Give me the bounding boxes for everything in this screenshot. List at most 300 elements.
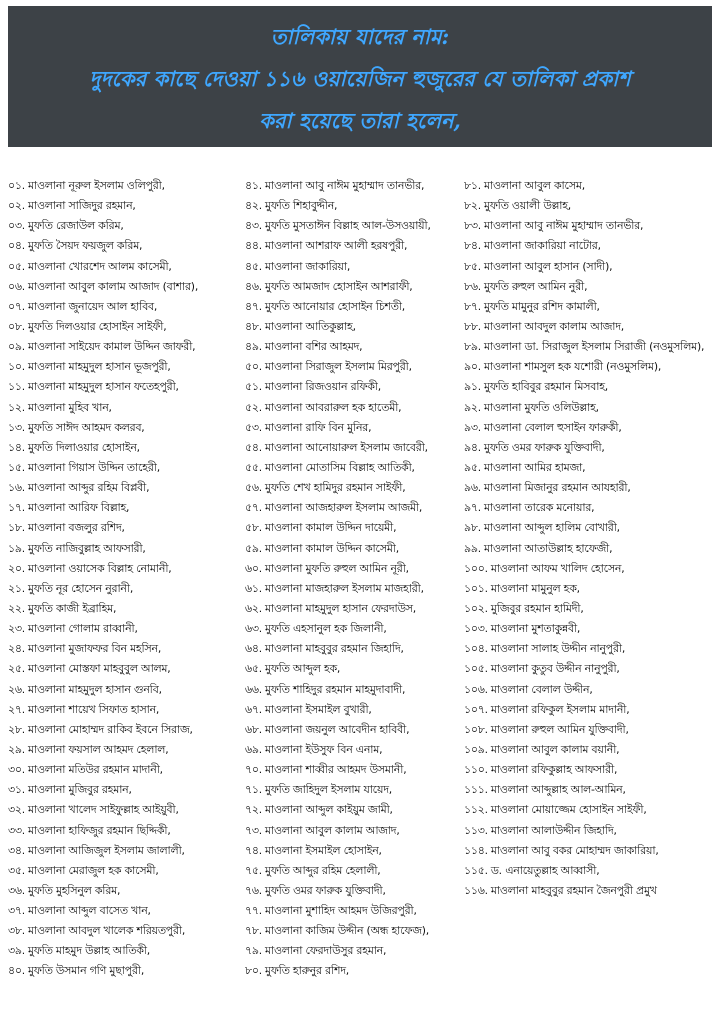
list-item — [8, 961, 258, 981]
item-name: মুফতি আব্দুর রহিম হেলালী, — [265, 863, 381, 877]
list-item — [8, 478, 258, 498]
item-name: মাওলানা রুহুল আমিন যুক্তিবাদী, — [490, 722, 629, 736]
item-name: মাওলানা আবুল কালাম আজাদ, — [265, 823, 400, 837]
item-number: ৭৪. — [245, 843, 263, 857]
item-number: ৮৬. — [464, 279, 482, 293]
list-item — [8, 760, 258, 780]
list-item — [8, 196, 258, 216]
list-item — [464, 337, 718, 357]
list-item — [245, 418, 467, 438]
list-item — [245, 559, 467, 579]
item-number: ১০৮. — [464, 722, 488, 736]
item-number: ১০৭. — [464, 702, 488, 716]
list-item — [8, 901, 258, 921]
list-item — [245, 881, 467, 901]
item-name: মাওলানা মাহবুবুর রহমান জৈনপুরী প্রমুখ — [490, 883, 657, 897]
list-item — [245, 619, 467, 639]
item-number: ১৮. — [8, 521, 25, 535]
item-number: ৪৯. — [245, 340, 262, 354]
item-name: মাওলানা আতিকুল্লাহ, — [265, 319, 356, 333]
item-name: মাওলানা সাইয়েদ কামাল উদ্দিন জাফরী, — [28, 340, 196, 354]
list-item — [464, 257, 718, 277]
item-name: মাওলানা ফেরদাউসুর রহমান, — [265, 944, 387, 958]
item-number: ৬৯. — [245, 742, 263, 756]
item-number: ৮০. — [245, 964, 263, 978]
item-name: মাওলানা মাহমুদুল হাসান গুনবি, — [28, 682, 162, 696]
item-number: ৮৭. — [464, 299, 482, 313]
list-item — [8, 720, 258, 740]
item-name: মাওলানা আবু নাঈম মুহাম্মাদ তানভীর, — [265, 179, 425, 192]
item-number: ৯২. — [464, 400, 482, 414]
item-name: মাওলানা কাজিম উদ্দীন (অন্ধ হাফেজ), — [265, 924, 430, 938]
item-number: ১০৯. — [464, 742, 488, 756]
item-name: মাওলানা কামাল উদ্দিন কাসেমী, — [265, 541, 400, 555]
list-item — [245, 800, 467, 820]
item-number: ৫৮. — [245, 521, 262, 535]
list-item — [464, 458, 718, 478]
item-name: মুফতি শেখ হামিদুর রহমান সাইফী, — [265, 481, 406, 495]
item-number: ৭৩. — [245, 823, 263, 837]
item-name: মাওলানা খালেদ সাইফুল্লাহ আইয়ুবী, — [28, 803, 179, 817]
item-number: ১১২. — [464, 803, 488, 817]
item-name: মাওলানা আব্দুল হালিম বোখারী, — [484, 521, 620, 535]
list-item — [245, 398, 467, 418]
item-name: মুফতি ওয়ালী উল্লাহ, — [484, 199, 572, 213]
item-name: মুফতি হারুনুর রশিদ, — [265, 964, 349, 978]
list-item — [8, 780, 258, 800]
item-number: ৩৩. — [8, 823, 26, 837]
item-number: ১০. — [8, 360, 26, 374]
list-item — [8, 518, 258, 538]
list-item — [464, 277, 718, 297]
item-number: ১২. — [8, 400, 26, 414]
item-number: ৯৫. — [464, 461, 481, 474]
list-item — [245, 780, 467, 800]
list-item — [245, 921, 467, 941]
item-number: ১০২. — [464, 601, 488, 615]
list-item — [464, 518, 718, 538]
list-item — [245, 901, 467, 921]
list-item — [8, 659, 258, 679]
list-item — [8, 599, 258, 619]
item-number: ০৬. — [8, 279, 26, 293]
item-number: ৪২. — [245, 199, 263, 213]
list-item — [464, 317, 718, 337]
item-name: মুফতি ওমর ফারুক যুক্তিবাদী, — [484, 440, 605, 454]
list-item — [464, 619, 718, 639]
list-item — [464, 559, 718, 579]
item-number: ৮৮. — [464, 319, 481, 333]
item-number: ১০১. — [464, 581, 488, 595]
item-number: ৬৬. — [245, 682, 263, 696]
item-name: মাওলানা জুনায়েদ আল হাবিব, — [28, 299, 158, 313]
list-item — [8, 639, 258, 659]
list-item — [8, 297, 258, 317]
list-item — [8, 458, 258, 478]
item-number: ৯৯. — [464, 541, 481, 555]
item-name: মাওলানা শাব্বীর আহমদ উসমানী, — [265, 763, 407, 777]
item-name: মাওলানা আবু নাঈম মুহাম্মাদ তানভীর, — [484, 219, 644, 233]
item-name: মাওলানা ডা. সিরাজুল ইসলাম সিরাজী (নওমুসলিম), — [484, 340, 705, 354]
list-item — [245, 841, 467, 861]
item-name: মাওলানা সালাহ উদ্দীন নানুপুরী, — [490, 642, 626, 656]
list-item — [245, 458, 467, 478]
list-item — [8, 216, 258, 236]
list-item — [8, 700, 258, 720]
item-number: ২৭. — [8, 702, 26, 716]
item-number: ০৭. — [8, 299, 26, 313]
item-number: ০১. — [8, 179, 26, 192]
item-name: মুফতি রুহুল আমিন নুরী, — [484, 279, 588, 293]
item-name: মাওলানা আবুল কাসেম, — [484, 179, 585, 192]
list-item — [245, 236, 467, 256]
item-name: ড. এনায়েতুল্লাহ আব্বাসী, — [490, 863, 600, 877]
item-number: ৯৮. — [464, 521, 481, 535]
item-number: ৪৬. — [245, 279, 263, 293]
list-item — [464, 639, 718, 659]
item-name: মাওলানা আবরারুল হক হাতেমী, — [265, 400, 402, 414]
item-number: ৪৭. — [245, 299, 263, 313]
list-item — [8, 680, 258, 700]
item-number: ৯৩. — [464, 420, 482, 434]
item-number: ১১৪. — [464, 843, 488, 857]
banner-subtitle-line-1: দুদকের কাছে দেওয়া ১১৬ ওয়ায়েজিন হুজুরের যে তালিকা প্রকাশ — [89, 66, 631, 91]
banner-title: তালিকায় যাদের নাম: — [270, 24, 450, 49]
item-name: মুফতি রেজাউল করিম, — [28, 219, 124, 233]
item-name: মাওলানা তারেক মনোয়ার, — [484, 501, 595, 515]
list-item — [8, 800, 258, 820]
list-item — [245, 438, 467, 458]
list-item — [464, 700, 718, 720]
item-number: ৮২. — [464, 199, 482, 213]
list-item — [8, 579, 258, 599]
names-column-2 — [245, 176, 467, 982]
item-name: মুফতি মুসতাঈন বিল্লাহ আল-উসওয়ায়ী, — [265, 219, 431, 233]
item-number: ৮৩. — [464, 219, 482, 233]
item-name: মাওলানা মাজহারুল ইসলাম মাজহারী, — [265, 581, 424, 595]
item-name: মাওলানা মুশতাকুন্নবী, — [490, 622, 581, 636]
item-name: মাওলানা মুশাহিদ আহমদ উজিরপুরী, — [265, 904, 417, 918]
item-name: মাওলানা আতাউল্লাহ হাফেজী, — [484, 541, 613, 555]
item-number: ১৩. — [8, 420, 26, 434]
item-name: মাওলানা মুফতি ওলিউল্লাহ, — [484, 400, 599, 414]
item-number: ১১৩. — [464, 823, 488, 837]
list-item — [464, 216, 718, 236]
list-item — [464, 418, 718, 438]
list-item — [245, 357, 467, 377]
list-item — [8, 337, 258, 357]
item-name: মাওলানা আনোয়ারুল ইসলাম জাবেরী, — [265, 440, 428, 454]
list-item — [464, 680, 718, 700]
item-number: ৬৮. — [245, 722, 263, 736]
item-name: মাওলানা আব্দুল্লাহ আল-আমিন, — [490, 783, 626, 797]
list-item — [464, 659, 718, 679]
names-column-3 — [464, 176, 718, 901]
item-number: ৯৬. — [464, 481, 482, 495]
item-number: ৭২. — [245, 803, 263, 817]
list-item — [464, 841, 718, 861]
list-item — [464, 236, 718, 256]
item-number: ৮৫. — [464, 259, 481, 273]
list-item — [245, 337, 467, 357]
item-name: মুফতি দিলাওয়ার হোসাইন, — [28, 440, 140, 454]
item-number: ২৪. — [8, 642, 26, 656]
item-name: মাওলানা শায়েখ সিফাত হাসান, — [28, 702, 160, 716]
list-item — [464, 579, 718, 599]
item-name: মাওলানা আবুল কালাম বয়ানী, — [490, 742, 620, 756]
item-name: মাওলানা নূরুল ইসলাম ওলিপুরী, — [28, 179, 165, 192]
list-item — [8, 841, 258, 861]
item-name: মুফতি কাজী ইব্রাহিম, — [28, 601, 117, 615]
item-name: মাওলানা আজিজুল ইসলাম জালালী, — [28, 843, 185, 857]
list-item — [8, 236, 258, 256]
item-number: ৬৫. — [245, 662, 263, 676]
item-name: মাওলানা বশির আহমদ, — [265, 340, 363, 354]
item-name: মাওলানা বজলুর রশিদ, — [28, 521, 125, 535]
item-number: ৯১. — [464, 380, 481, 394]
item-number: ১০০. — [464, 561, 488, 575]
item-name: মাওলানা মুফতি রুহুল আমিন নূরী, — [265, 561, 409, 575]
item-number: ১১৬. — [464, 883, 488, 897]
item-name: মাওলানা আফম খালিদ হোসেন, — [490, 561, 625, 575]
item-name: মাওলানা আবদুল খালেক শরিয়তপুরী, — [28, 924, 186, 938]
list-item — [464, 800, 718, 820]
item-name: মাওলানা সিরাজুল ইসলাম মিরপুরী, — [265, 360, 412, 374]
item-number: ৫২. — [245, 400, 263, 414]
item-number: ১৭. — [8, 501, 26, 515]
item-name: মাওলানা মোহাম্মদ রাকিব ইবনে সিরাজ, — [28, 722, 193, 736]
item-number: ১১৫. — [464, 863, 488, 877]
list-item — [245, 579, 467, 599]
item-number: ১০৪. — [464, 642, 488, 656]
item-number: ০৪. — [8, 239, 26, 253]
item-number: ৪৪. — [245, 239, 262, 253]
list-item — [245, 659, 467, 679]
item-number: ১১১. — [464, 783, 488, 797]
item-number: ৩৭. — [8, 904, 26, 918]
item-number: ৪৩. — [245, 219, 263, 233]
item-number: ৭৫. — [245, 863, 263, 877]
item-number: ৮১. — [464, 179, 481, 192]
item-number: ৮৯. — [464, 340, 481, 354]
list-item — [464, 780, 718, 800]
list-item — [464, 377, 718, 397]
item-number: ৫৪. — [245, 440, 262, 454]
list-item — [464, 357, 718, 377]
list-item — [245, 639, 467, 659]
item-number: ১১০. — [464, 763, 488, 777]
item-number: ০৯. — [8, 340, 26, 354]
item-number: ০৮. — [8, 319, 26, 333]
item-name: মাওলানা কামাল উদ্দিন দায়েমী, — [265, 521, 397, 535]
item-name: মাওলানা আব্দুল বাসেত খান, — [28, 904, 151, 918]
item-number: ১০৫. — [464, 662, 488, 676]
list-item — [464, 498, 718, 518]
list-item — [245, 700, 467, 720]
item-number: ৬৭. — [245, 702, 263, 716]
item-name: মাওলানা মোয়াজ্জেম হোসাইন সাইফী, — [490, 803, 647, 817]
item-name: মুফতি আব্দুল হক, — [265, 662, 341, 676]
list-item — [8, 176, 258, 196]
list-item — [464, 740, 718, 760]
item-number: ৩৪. — [8, 843, 26, 857]
item-name: মুফতি সৈয়দ ফয়জুল করিম, — [28, 239, 143, 253]
item-name: মুফতি শিহাবুদ্দীন, — [265, 199, 338, 213]
list-item — [8, 398, 258, 418]
item-number: ২০. — [8, 561, 26, 575]
item-number: ৯০. — [464, 360, 482, 374]
item-name: মুফতি আমজাদ হোসাইন আশরাফী, — [265, 279, 413, 293]
item-name: মাওলানা মিজানুর রহমান আযহারী, — [484, 481, 631, 495]
list-item — [245, 196, 467, 216]
item-number: ২৫. — [8, 662, 26, 676]
list-item — [245, 498, 467, 518]
list-item — [8, 418, 258, 438]
list-item — [245, 941, 467, 961]
item-name: মাওলানা আরিফ বিল্লাহ, — [28, 501, 130, 515]
list-item — [8, 377, 258, 397]
item-number: ৫৭. — [245, 501, 263, 515]
item-number: ৩৮. — [8, 924, 26, 938]
item-name: মাওলানা ফয়সাল আহমদ হেলাল, — [28, 742, 169, 756]
list-item — [8, 317, 258, 337]
item-number: ৩৯. — [8, 944, 26, 958]
item-number: ২৯. — [8, 742, 26, 756]
item-name: মাওলানা মুজাফফর বিন মহসিন, — [28, 642, 162, 656]
list-item — [245, 760, 467, 780]
item-number: ৬১. — [245, 581, 263, 595]
item-name: মাওলানা ওয়াসেক বিল্লাহ নোমানী, — [28, 561, 172, 575]
item-number: ৯৭. — [464, 501, 482, 515]
item-name: মাওলানা সাজিদুর রহমান, — [28, 199, 136, 213]
item-number: ৫৫. — [245, 460, 262, 474]
item-name: মাওলানা রাফি বিন মুনির, — [265, 420, 372, 434]
item-number: ১৪. — [8, 440, 25, 454]
item-number: ৬৪. — [245, 642, 263, 656]
list-item — [464, 720, 718, 740]
list-item — [8, 861, 258, 881]
list-item — [245, 216, 467, 236]
item-number: ৭০. — [245, 763, 263, 777]
item-number: ০৫. — [8, 259, 26, 273]
item-name: মাওলানা আলাউদ্দীন জিহাদি, — [490, 823, 617, 837]
item-number: ৩১. — [8, 783, 26, 797]
list-item — [464, 599, 718, 619]
item-name: মাওলানা রফিকুল ইসলাম মাদানী, — [490, 702, 630, 716]
item-name: মাওলানা হাফিজুর রহমান ছিদ্দিকী, — [28, 823, 171, 837]
title-banner — [8, 6, 712, 147]
list-item — [245, 861, 467, 881]
item-name: মুফতি শাহিদুর রহমান মাহমুদাবাদী, — [265, 682, 406, 696]
item-name: মাওলানা রফিকুল্লাহ আফসারী, — [490, 763, 618, 777]
item-name: মাওলানা আবু বকর মোহাম্মদ জাকারিয়া, — [490, 843, 659, 857]
list-item — [464, 478, 718, 498]
item-number: ৬০. — [245, 561, 263, 575]
item-name: মুফতি মামুনুর রশিদ কামালী, — [484, 299, 600, 313]
list-item — [8, 619, 258, 639]
item-name: মাওলানা আব্দুর রহিম বিপ্লবী, — [28, 481, 150, 495]
item-name: মাওলানা খোরশেদ আলম কাসেমী, — [28, 259, 172, 273]
item-number: ১০৩. — [464, 622, 488, 636]
item-name: মাওলানা মোস্তফা মাহবুবুল আলম, — [28, 662, 171, 676]
item-name: মাওলানা জাকারিয়া, — [265, 259, 351, 273]
item-number: ২১. — [8, 581, 26, 595]
item-name: মাওলানা মেরাজুল হক কাসেমী, — [28, 863, 159, 877]
list-item — [245, 821, 467, 841]
list-item — [245, 720, 467, 740]
list-item — [8, 539, 258, 559]
item-number: ১৯. — [8, 541, 25, 555]
item-number: ৫৬. — [245, 481, 263, 495]
item-name: মাওলানা কুতুব উদ্দীন নানুপুরী, — [490, 662, 620, 676]
item-number: ৭৭. — [245, 904, 263, 918]
item-name: মাওলানা মুজিবুর রহমান, — [28, 783, 132, 797]
list-item — [464, 176, 718, 196]
item-number: ০৩. — [8, 219, 26, 233]
item-name: মাওলানা ইউসুফ বিন এনাম, — [265, 742, 383, 756]
list-item — [245, 539, 467, 559]
item-name: মাওলানা মামুনুল হক, — [490, 581, 580, 595]
item-number: ৪০. — [8, 964, 26, 978]
item-name: মুফতি এহসানুল হক জিলানী, — [265, 622, 387, 636]
item-name: মাওলানা শামসুল হক যশোরী (নওমুসলিম), — [484, 360, 662, 374]
item-number: ৭৯. — [245, 944, 263, 958]
item-number: ৮৪. — [464, 239, 481, 253]
item-number: ৭১. — [245, 783, 263, 797]
list-item — [245, 257, 467, 277]
list-item — [464, 196, 718, 216]
list-item — [8, 881, 258, 901]
list-item — [245, 377, 467, 397]
item-name: মাওলানা মাহমুদুল হাসান ফতেহপুরী, — [28, 380, 179, 394]
item-number: ৩৫. — [8, 863, 26, 877]
item-name: মুফতি ওমর ফারুক যুক্তিবাদী, — [265, 883, 386, 897]
banner-subtitle-line-2: করা হয়েছে তারা হলেন, — [259, 108, 461, 133]
list-item — [245, 740, 467, 760]
item-name: মাওলানা মোতাসিম বিল্লাহ আতিকী, — [265, 460, 415, 474]
list-item — [245, 599, 467, 619]
list-item — [8, 941, 258, 961]
item-number: ৪৫. — [245, 259, 262, 273]
list-item — [8, 257, 258, 277]
list-item — [8, 498, 258, 518]
list-item — [245, 961, 467, 981]
item-number: ৭৬. — [245, 883, 263, 897]
item-number: ৫১. — [245, 380, 262, 394]
item-name: মাওলানা মাহমুদুল হাসান ফেরদাউস, — [265, 601, 417, 615]
item-number: ১৬. — [8, 481, 26, 495]
item-name: মাওলানা আব্দুল কাইয়ুম জামী, — [265, 803, 393, 817]
item-name: মাওলানা রিজওয়ান রফিকী, — [265, 380, 382, 394]
item-number: ২৬. — [8, 682, 26, 696]
item-name: মুফতি নূর হোসেন নুরানী, — [28, 581, 134, 595]
item-name: মুজিবুর রহমান হামিদী, — [490, 601, 584, 615]
item-name: মুফতি মুহসিনুল করিম, — [28, 883, 121, 897]
item-number: ৪৮. — [245, 319, 262, 333]
item-number: ৪১. — [245, 179, 262, 192]
item-name: মাওলানা মাহমুদুল হাসান ভূজপুরী, — [28, 360, 171, 374]
item-name: মাওলানা আজহারুল ইসলাম আজমী, — [265, 501, 423, 515]
list-item — [245, 297, 467, 317]
item-name: মুফতি উসমান গণি মুছাপুরী, — [28, 964, 145, 978]
item-number: ০২. — [8, 199, 26, 213]
item-number: ৬৩. — [245, 622, 263, 636]
item-name: মুফতি সাঈদ আহমদ কলরব, — [28, 420, 145, 434]
list-item — [245, 176, 467, 196]
list-item — [464, 438, 718, 458]
list-item — [464, 760, 718, 780]
item-name: মুফতি হাবিবুর রহমান মিসবাহ, — [484, 380, 609, 394]
